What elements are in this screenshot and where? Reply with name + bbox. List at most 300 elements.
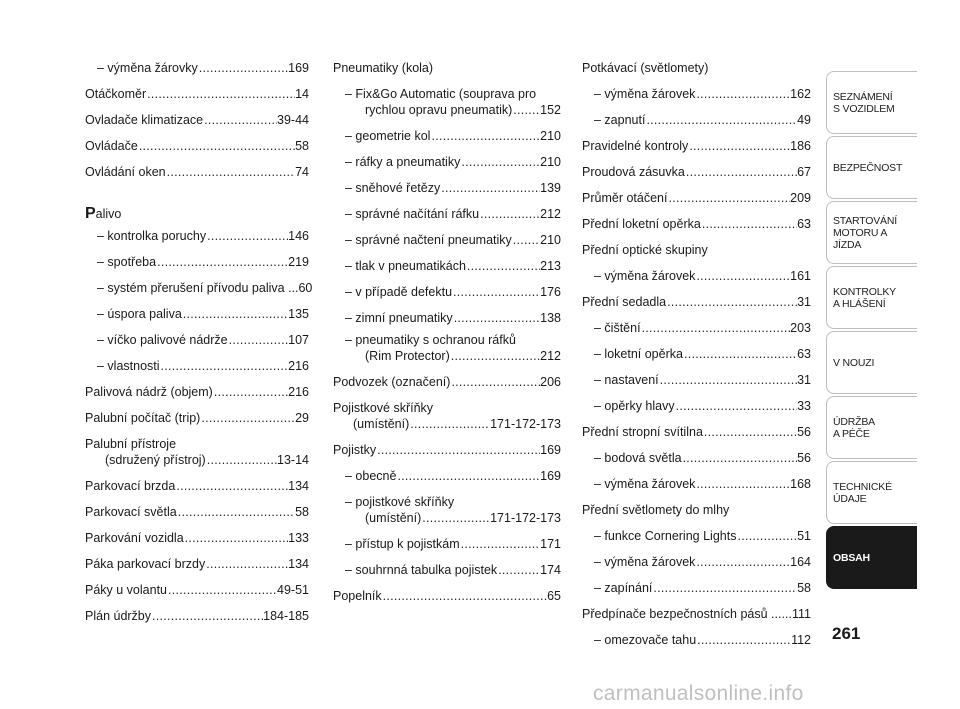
chapter-tab-label: ÚDRŽBA A PÉČE — [833, 415, 875, 440]
dot-leader — [666, 294, 797, 310]
index-entry — [85, 86, 309, 102]
index-entry-line — [97, 306, 309, 322]
index-entry-page[interactable]: 186 — [790, 139, 811, 153]
index-entry-text — [582, 60, 811, 76]
index-entry — [582, 450, 811, 466]
index-entry-text — [333, 206, 561, 222]
chapter-tab[interactable] — [826, 266, 917, 329]
index-entry-continuation: (umístění) — [353, 417, 410, 431]
index-entry-label: – pojistkové skříňky — [345, 495, 455, 509]
index-entry-label: Potkávací (světlomety) — [582, 61, 709, 75]
index-entry-page[interactable]: 210 — [540, 233, 561, 247]
dot-leader — [453, 310, 540, 326]
index-entry — [333, 536, 561, 552]
dot-leader — [228, 332, 289, 348]
index-entry-label: Páky u volantu — [85, 583, 167, 597]
index-entry-text — [333, 374, 561, 390]
index-entry-line — [333, 442, 561, 458]
dot-leader — [167, 582, 277, 598]
index-entry-page[interactable]: 33 — [797, 399, 811, 413]
index-entry — [85, 556, 309, 572]
dot-leader — [685, 164, 797, 180]
index-entry-page[interactable]: 164 — [790, 555, 811, 569]
index-entry-page[interactable]: 56 — [797, 451, 811, 465]
index-entry-text — [582, 606, 811, 622]
index-entry-text — [85, 358, 309, 374]
index-entry-line — [345, 232, 561, 248]
index-entry — [333, 468, 561, 484]
index-entry-page[interactable]: 219 — [288, 255, 309, 269]
index-entry — [85, 410, 309, 426]
index-entry-page[interactable]: 213 — [540, 259, 561, 273]
index-entry-continuation: (sdružený přístroj) — [105, 453, 206, 467]
dot-leader — [696, 632, 791, 648]
index-entry-line — [85, 504, 309, 520]
index-entry — [582, 372, 811, 388]
index-entry-line — [594, 528, 811, 544]
index-entry-label: – správné načítání ráfku — [345, 207, 480, 221]
index-entry — [582, 190, 811, 206]
index-entry-text — [333, 128, 561, 144]
index-entry-page[interactable]: 216 — [288, 359, 309, 373]
dot-leader — [641, 320, 791, 336]
dot-leader — [198, 60, 288, 76]
index-entry — [582, 216, 811, 232]
index-entry-text — [582, 294, 811, 310]
index-entry-text — [582, 320, 811, 336]
index-entry-label: Podvozek (označení) — [333, 375, 451, 389]
index-entry-line — [345, 258, 561, 274]
dot-leader — [450, 374, 540, 390]
index-entry — [85, 280, 313, 296]
index-entry-page[interactable]: 29 — [295, 411, 309, 425]
index-entry-line — [345, 348, 561, 364]
index-entry-label: – Fix&Go Automatic (souprava pro — [345, 87, 537, 101]
index-entry-line — [97, 254, 309, 270]
index-entry-text — [582, 398, 811, 414]
index-entry-page[interactable]: 135 — [288, 307, 309, 321]
index-entry-page[interactable]: 13-14 — [277, 453, 309, 467]
dot-leader — [497, 562, 540, 578]
index-entry-line — [582, 424, 811, 440]
index-entry-line — [85, 138, 309, 154]
index-entry-text — [85, 332, 309, 348]
index-entry-text — [582, 450, 811, 466]
index-entry-page[interactable]: 65 — [547, 589, 561, 603]
index-entry — [582, 424, 811, 440]
index-entry — [85, 608, 309, 624]
index-entry-text — [333, 400, 561, 432]
index-entry-page[interactable]: 134 — [288, 479, 309, 493]
index-entry-label: Popelník — [333, 589, 382, 603]
index-entry-page[interactable]: 206 — [540, 375, 561, 389]
index-entry — [582, 242, 811, 258]
index-entry-text — [85, 478, 309, 494]
index-entry-page[interactable]: 169 — [540, 443, 561, 457]
index-entry-page[interactable]: 49-51 — [277, 583, 309, 597]
index-entry-text — [582, 112, 811, 128]
index-entry — [85, 384, 309, 400]
index-entry-line — [85, 556, 309, 572]
index-entry — [333, 258, 561, 274]
chapter-tab[interactable] — [826, 461, 917, 524]
section-heading-rest: alivo — [95, 207, 122, 221]
dot-leader — [421, 510, 490, 526]
index-entry-text — [333, 332, 561, 364]
index-entry-label: Pneumatiky (kola) — [333, 61, 434, 75]
index-entry-text — [582, 580, 811, 596]
index-entry-page[interactable]: 31 — [797, 295, 811, 309]
index-entry-page[interactable]: 161 — [790, 269, 811, 283]
dot-leader — [512, 232, 540, 248]
index-entry-line — [582, 216, 811, 232]
index-entry-label: Přední světlomety do mlhy — [582, 503, 730, 517]
index-entry-text — [333, 232, 561, 248]
chapter-tab[interactable] — [826, 136, 917, 199]
index-entry — [333, 180, 561, 196]
index-entry-text — [333, 310, 561, 326]
index-entry-label: – nastavení — [594, 373, 659, 387]
index-entry-page[interactable]: 210 — [540, 129, 561, 143]
index-entry — [333, 206, 561, 222]
index-entry-text — [582, 476, 811, 492]
index-column-3 — [582, 60, 811, 658]
index-entry — [582, 554, 811, 570]
index-entry-label: – opěrky hlavy — [594, 399, 675, 413]
index-entry-label: – v případě defektu — [345, 285, 453, 299]
index-entry — [85, 582, 309, 598]
index-entry-text — [333, 588, 561, 604]
index-entry-page[interactable]: 216 — [288, 385, 309, 399]
dot-leader — [695, 86, 790, 102]
index-entry-page[interactable]: 67 — [797, 165, 811, 179]
index-entry-line — [85, 86, 309, 102]
index-entry-label: Ovládání oken — [85, 165, 166, 179]
index-entry-line — [594, 450, 811, 466]
dot-leader — [376, 442, 540, 458]
index-entry-text — [582, 502, 811, 518]
dot-leader — [736, 528, 797, 544]
index-entry-text — [85, 384, 309, 400]
index-entry-text — [85, 60, 309, 76]
index-entry-text — [85, 556, 309, 572]
index-entry-page[interactable]: 14 — [295, 87, 309, 101]
index-entry-page[interactable]: 184-185 — [263, 609, 309, 623]
dot-leader — [146, 86, 295, 102]
index-entry-label: – loketní opěrka — [594, 347, 683, 361]
index-entry-text — [85, 410, 309, 426]
index-entry-text — [582, 242, 811, 258]
index-entry-line — [594, 398, 811, 414]
index-entry-label: Parkovací brzda — [85, 479, 176, 493]
index-entry-line — [345, 536, 561, 552]
index-entry-text — [85, 504, 309, 520]
index-entry-page[interactable]: 56 — [797, 425, 811, 439]
index-entry-line — [333, 588, 561, 604]
index-entry-line — [85, 478, 309, 494]
index-entry-label: – pneumatiky s ochranou ráfků — [345, 333, 516, 347]
index-entry-text — [85, 254, 309, 270]
index-entry-text — [85, 436, 309, 468]
index-entry — [333, 562, 561, 578]
dot-leader — [382, 588, 547, 604]
index-entry-text — [333, 180, 561, 196]
index-entry — [85, 138, 309, 154]
index-entry-text — [85, 86, 309, 102]
index-entry-label: Předpínače bezpečnostních pásů ...... — [582, 607, 792, 621]
dot-leader — [667, 190, 790, 206]
chapter-tab-label: STARTOVÁNÍ MOTORU A JÍZDA — [833, 214, 897, 251]
dot-leader — [675, 398, 797, 414]
index-entry-text — [582, 554, 811, 570]
index-entry-label: Palubní počítač (trip) — [85, 411, 201, 425]
index-entry-label: Páka parkovací brzdy — [85, 557, 206, 571]
index-entry-line — [85, 112, 309, 128]
index-entry-text — [333, 468, 561, 484]
index-entry-page[interactable]: 63 — [797, 347, 811, 361]
index-entry-text — [85, 112, 309, 128]
chapter-tab-label: V NOUZI — [833, 356, 875, 369]
index-entry-text — [582, 86, 811, 102]
dot-leader — [166, 164, 295, 180]
index-entry-label: – systém přerušení přívodu paliva ... — [97, 281, 299, 295]
index-entry-line — [582, 606, 811, 622]
dot-leader — [182, 306, 288, 322]
index-entry-line — [594, 554, 811, 570]
index-entry-line — [85, 384, 309, 400]
index-entry-text — [85, 228, 309, 244]
index-entry-line — [594, 320, 811, 336]
index-entry-label: – správné načtení pneumatiky — [345, 233, 512, 247]
index-entry — [333, 154, 561, 170]
index-entry-label: Plán údržby — [85, 609, 152, 623]
index-entry-page[interactable]: 171-172-173 — [490, 511, 561, 525]
index-entry-page[interactable]: 63 — [797, 217, 811, 231]
index-entry-text — [582, 138, 811, 154]
index-entry-page[interactable]: 31 — [797, 373, 811, 387]
index-entry — [582, 86, 811, 102]
dot-leader — [450, 348, 540, 364]
index-entry — [333, 60, 561, 76]
index-entry-label: Palivová nádrž (objem) — [85, 385, 213, 399]
index-entry-line — [345, 180, 561, 196]
index-entry-line — [594, 112, 811, 128]
index-entry-line — [594, 86, 811, 102]
index-entry-page[interactable]: 58 — [797, 581, 811, 595]
index-entry — [333, 128, 561, 144]
dot-leader — [645, 112, 797, 128]
index-entry-label: – výměna žárovek — [594, 477, 696, 491]
dot-leader — [479, 206, 540, 222]
index-entry — [85, 112, 309, 128]
index-entry-line — [582, 502, 811, 518]
index-entry-label: Ovládače — [85, 139, 138, 153]
index-entry-page[interactable]: 134 — [288, 557, 309, 571]
index-entry-label: Přední sedadla — [582, 295, 667, 309]
index-entry — [85, 436, 309, 468]
index-entry — [582, 476, 811, 492]
index-entry-page[interactable]: 212 — [540, 349, 561, 363]
dot-leader — [205, 556, 288, 572]
index-entry-page[interactable]: 112 — [791, 633, 811, 647]
index-entry — [85, 478, 309, 494]
index-entry-page[interactable]: 174 — [540, 563, 561, 577]
index-entry — [333, 494, 561, 526]
index-entry-page[interactable]: 39-44 — [277, 113, 309, 127]
chapter-tab[interactable] — [826, 331, 917, 394]
dot-leader — [682, 450, 798, 466]
index-entry-page[interactable]: 49 — [797, 113, 811, 127]
index-entry-page[interactable]: 209 — [790, 191, 811, 205]
index-entry-line — [333, 60, 561, 76]
index-entry-line — [594, 476, 811, 492]
index-entry-label: – výměna žárovek — [594, 555, 696, 569]
index-entry-page[interactable]: 210 — [540, 155, 561, 169]
index-entry-line — [345, 128, 561, 144]
index-entry — [333, 588, 561, 604]
index-entry — [333, 232, 561, 248]
index-entry-line — [594, 632, 811, 648]
index-entry-text — [333, 86, 561, 118]
index-entry-page[interactable]: 203 — [790, 321, 811, 335]
index-entry-line — [345, 510, 561, 526]
index-entry-page[interactable]: 111 — [791, 607, 811, 621]
index-entry-line — [582, 294, 811, 310]
index-entry-line — [594, 580, 811, 596]
index-entry-label: – zapínání — [594, 581, 653, 595]
index-entry-line — [582, 190, 811, 206]
dot-leader — [695, 554, 790, 570]
index-entry-line — [345, 206, 561, 222]
index-entry-label: Pojistkové skříňky — [333, 401, 434, 415]
dot-leader — [430, 128, 540, 144]
chapter-tab[interactable] — [826, 396, 917, 459]
index-entry-label: – výměna žárovek — [594, 87, 696, 101]
section-heading — [85, 206, 309, 222]
index-entry-text — [333, 442, 561, 458]
index-entry-label: – obecně — [345, 469, 397, 483]
index-column-1 — [85, 60, 313, 634]
index-entry-label: – omezovače tahu — [594, 633, 697, 647]
chapter-tab-label: BEZPEČNOST — [833, 161, 903, 174]
index-entry-page[interactable]: 58 — [295, 505, 309, 519]
index-entry-line — [97, 358, 309, 374]
index-entry — [333, 310, 561, 326]
index-entry — [85, 60, 309, 76]
chapter-tabs — [826, 71, 917, 591]
dot-leader — [652, 580, 797, 596]
index-entry-label: Pravidelné kontroly — [582, 139, 689, 153]
chapter-tab-label: SEZNÁMENÍ S VOZIDLEM — [833, 90, 895, 115]
index-entry-page[interactable]: 133 — [288, 531, 309, 545]
chapter-tab[interactable] — [826, 526, 917, 589]
dot-leader — [659, 372, 797, 388]
dot-leader — [206, 228, 288, 244]
index-entry-page[interactable]: 138 — [540, 311, 561, 325]
index-entry — [85, 306, 309, 322]
index-entry-text — [582, 164, 811, 180]
index-entry-page[interactable]: 139 — [540, 181, 561, 195]
index-entry-text — [582, 190, 811, 206]
index-entry-label: – vlastnosti — [97, 359, 160, 373]
index-entry-text — [85, 164, 309, 180]
index-entry-label: Pojistky — [333, 443, 377, 457]
index-entry-page[interactable]: 146 — [288, 229, 309, 243]
index-entry-page[interactable]: 74 — [295, 165, 309, 179]
index-entry-page[interactable]: 171 — [540, 537, 561, 551]
index-entry — [85, 254, 309, 270]
index-entry-label: Přední loketní opěrka — [582, 217, 701, 231]
index-entry-line — [345, 562, 561, 578]
index-entry-line — [345, 154, 561, 170]
dot-leader — [151, 608, 263, 624]
dot-leader — [466, 258, 540, 274]
index-entry-page[interactable]: 169 — [288, 61, 309, 75]
index-entry-line — [85, 410, 309, 426]
index-entry-line — [85, 530, 309, 546]
index-entry-label: Parkování vozidla — [85, 531, 184, 545]
dot-leader — [688, 138, 790, 154]
index-entry-text — [582, 268, 811, 284]
index-entry — [582, 346, 811, 362]
dot-leader — [213, 384, 288, 400]
index-entry-page[interactable]: 176 — [540, 285, 561, 299]
index-entry-page[interactable]: 107 — [288, 333, 309, 347]
index-entry-label: Přední stropní svítilna — [582, 425, 703, 439]
index-entry — [85, 530, 309, 546]
index-entry-text — [333, 154, 561, 170]
dot-leader — [396, 468, 540, 484]
index-entry-page[interactable]: 60 — [298, 281, 313, 295]
index-entry-text — [333, 562, 561, 578]
index-entry-page[interactable]: 212 — [540, 207, 561, 221]
index-entry — [333, 442, 561, 458]
index-entry-label: – souhrnná tabulka pojistek — [345, 563, 498, 577]
chapter-tab[interactable] — [826, 71, 917, 134]
index-entry-text — [582, 372, 811, 388]
index-entry-line — [333, 374, 561, 390]
index-entry-page[interactable]: 168 — [790, 477, 811, 491]
index-entry-text — [85, 138, 309, 154]
dot-leader — [695, 268, 790, 284]
index-entry-page[interactable]: 162 — [790, 87, 811, 101]
index-entry-page[interactable]: 58 — [295, 139, 309, 153]
index-entry-page[interactable]: 152 — [540, 103, 561, 117]
index-entry-line — [594, 372, 811, 388]
index-entry-label: – geometrie kol — [345, 129, 431, 143]
index-entry-label: Proudová zásuvka — [582, 165, 685, 179]
index-entry-line — [85, 582, 309, 598]
index-entry — [333, 374, 561, 390]
index-entry-text — [333, 536, 561, 552]
index-entry-line — [97, 60, 309, 76]
index-entry-label: – úspora paliva — [97, 307, 182, 321]
index-entry-page[interactable]: 171-172-173 — [490, 417, 561, 431]
dot-leader — [703, 424, 797, 440]
index-entry-page[interactable]: 51 — [797, 529, 811, 543]
index-entry-page[interactable]: 169 — [540, 469, 561, 483]
index-entry-line — [97, 332, 309, 348]
chapter-tab[interactable] — [826, 201, 917, 264]
index-entry-continuation: (umístění) — [365, 511, 422, 525]
dot-leader — [683, 346, 797, 362]
index-column-2 — [333, 60, 561, 614]
index-entry-text — [582, 424, 811, 440]
index-entry — [582, 320, 811, 336]
index-entry — [333, 284, 561, 300]
dot-leader — [452, 284, 540, 300]
index-entry — [582, 398, 811, 414]
